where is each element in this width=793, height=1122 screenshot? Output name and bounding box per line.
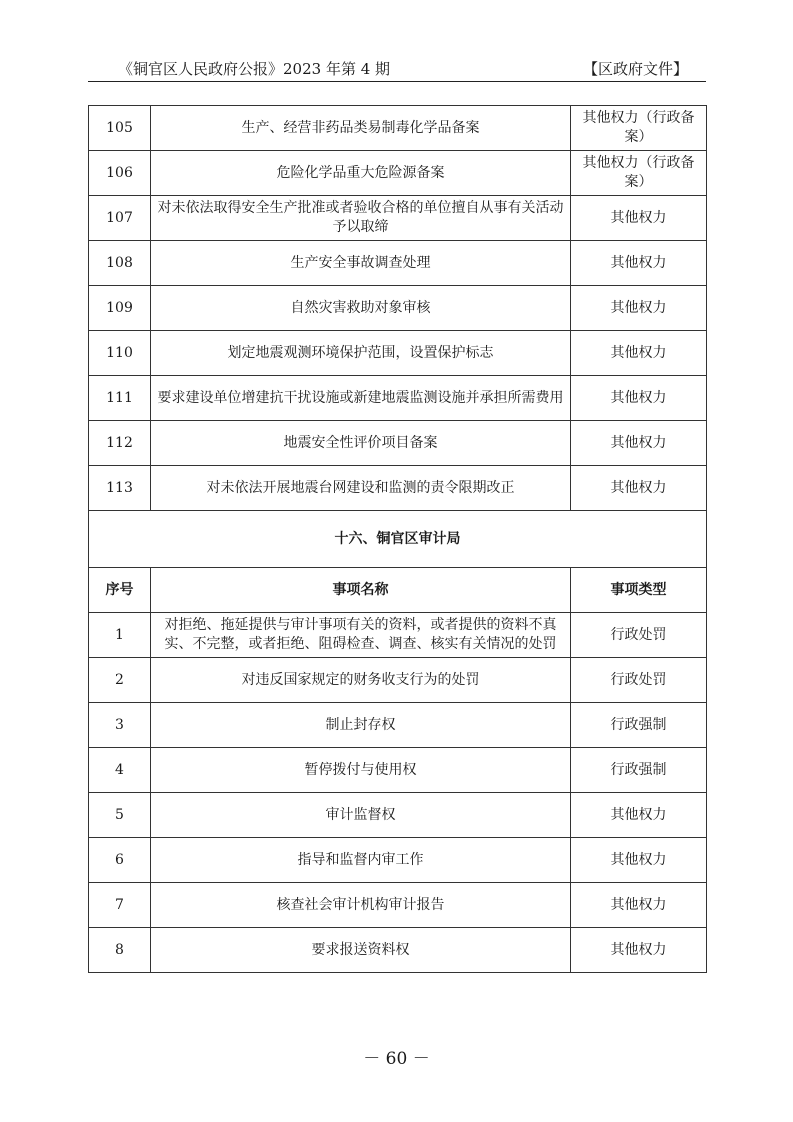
row-number: 107 — [89, 196, 151, 241]
item-type: 其他权力 — [571, 793, 707, 838]
item-name: 制止封存权 — [151, 703, 571, 748]
item-type: 其他权力 — [571, 421, 707, 466]
item-type: 其他权力 — [571, 241, 707, 286]
row-number: 5 — [89, 793, 151, 838]
item-type: 其他权力 — [571, 928, 707, 973]
item-type: 其他权力 — [571, 331, 707, 376]
row-number: 6 — [89, 838, 151, 883]
section-row — [89, 511, 707, 568]
page-header — [88, 58, 706, 82]
row-number: 4 — [89, 748, 151, 793]
section-tag: 【区政府文件】 — [582, 60, 688, 78]
table-row — [89, 703, 707, 748]
item-name: 要求建设单位增建抗干扰设施或新建地震监测设施并承担所需费用 — [151, 376, 571, 421]
page-number: － 60 － — [363, 1049, 430, 1069]
row-number: 2 — [89, 658, 151, 703]
item-type: 其他权力 — [571, 196, 707, 241]
table-row — [89, 883, 707, 928]
item-name: 地震安全性评价项目备案 — [151, 421, 571, 466]
item-name: 生产安全事故调查处理 — [151, 241, 571, 286]
item-type: 其他权力 — [571, 376, 707, 421]
column-header-no: 序号 — [89, 568, 151, 613]
item-name: 对拒绝、拖延提供与审计事项有关的资料，或者提供的资料不真实、不完整，或者拒绝、阻碍检查、调查、核实有关情况的处罚 — [151, 613, 571, 658]
row-number: 106 — [89, 151, 151, 196]
item-name: 对未依法开展地震台网建设和监测的责令限期改正 — [151, 466, 571, 511]
item-name: 核查社会审计机构审计报告 — [151, 883, 571, 928]
item-name: 生产、经营非药品类易制毒化学品备案 — [151, 106, 571, 151]
item-name: 对未依法取得安全生产批准或者验收合格的单位擅自从事有关活动予以取缔 — [151, 196, 571, 241]
item-type: 行政处罚 — [571, 613, 707, 658]
row-number: 105 — [89, 106, 151, 151]
item-name: 暂停拨付与使用权 — [151, 748, 571, 793]
row-number: 110 — [89, 331, 151, 376]
column-header-name: 事项名称 — [151, 568, 571, 613]
row-number: 111 — [89, 376, 151, 421]
item-name: 划定地震观测环境保护范围，设置保护标志 — [151, 331, 571, 376]
column-header-row — [89, 568, 707, 613]
row-number: 113 — [89, 466, 151, 511]
table-row — [89, 838, 707, 883]
item-type: 其他权力 — [571, 883, 707, 928]
item-type: 行政强制 — [571, 748, 707, 793]
table-row — [89, 748, 707, 793]
table-row — [89, 928, 707, 973]
table-row — [89, 613, 707, 658]
table-row — [89, 793, 707, 838]
row-number: 7 — [89, 883, 151, 928]
row-number: 112 — [89, 421, 151, 466]
item-name: 要求报送资料权 — [151, 928, 571, 973]
table-row — [89, 106, 707, 151]
item-type: 行政处罚 — [571, 658, 707, 703]
row-number: 3 — [89, 703, 151, 748]
table-row — [89, 196, 707, 241]
item-name: 自然灾害救助对象审核 — [151, 286, 571, 331]
section-title: 十六、铜官区审计局 — [89, 511, 707, 568]
header-rule — [88, 81, 706, 82]
table-row — [89, 421, 707, 466]
power-list-table — [88, 105, 707, 973]
item-name: 审计监督权 — [151, 793, 571, 838]
item-type: 其他权力 — [571, 286, 707, 331]
item-type: 其他权力（行政备案） — [571, 106, 707, 151]
row-number: 108 — [89, 241, 151, 286]
item-type: 行政强制 — [571, 703, 707, 748]
table-row — [89, 151, 707, 196]
item-type: 其他权力 — [571, 466, 707, 511]
item-name: 指导和监督内审工作 — [151, 838, 571, 883]
row-number: 109 — [89, 286, 151, 331]
table-row — [89, 376, 707, 421]
row-number: 8 — [89, 928, 151, 973]
table-row — [89, 658, 707, 703]
column-header-type: 事项类型 — [571, 568, 707, 613]
table-row — [89, 241, 707, 286]
item-type: 其他权力（行政备案） — [571, 151, 707, 196]
row-number: 1 — [89, 613, 151, 658]
table-row — [89, 286, 707, 331]
item-type: 其他权力 — [571, 838, 707, 883]
item-name: 对违反国家规定的财务收支行为的处罚 — [151, 658, 571, 703]
bulletin-title: 《铜官区人民政府公报》2023 年第 4 期 — [118, 60, 391, 78]
table-row — [89, 466, 707, 511]
table-row — [89, 331, 707, 376]
item-name: 危险化学品重大危险源备案 — [151, 151, 571, 196]
